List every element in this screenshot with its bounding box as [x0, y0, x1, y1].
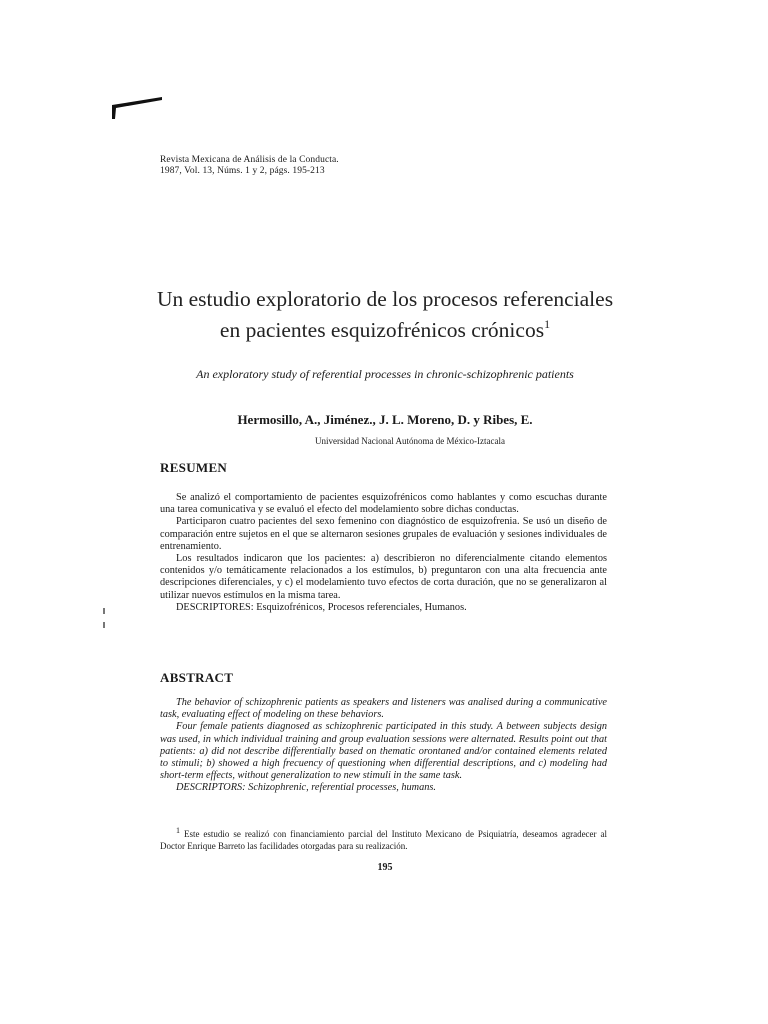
margin-mark	[103, 622, 105, 628]
page-number: 195	[377, 862, 393, 873]
abstract-body	[160, 697, 607, 795]
abstract-descriptors: DESCRIPTORS: Schizophrenic, referential processes, humans.	[176, 782, 436, 794]
title-footnote-marker: 1	[544, 317, 551, 331]
journal-citation	[160, 155, 339, 177]
resumen-descriptors: DESCRIPTORES: Esquizofrénicos, Procesos referenciales, Humanos.	[176, 601, 467, 613]
title-text: Un estudio exploratorio de los procesos referenciales en pacientes esquizofrénicos crónicos	[156, 287, 614, 342]
article-title	[150, 287, 620, 343]
english-title: An exploratory study of referential processes in chronic-schizophrenic patients	[196, 367, 574, 381]
abstract-paragraph-2: Four female patients diagnosed as schizophrenic participated in this study. A between subjects design was used, in which individual training and group evaluation sessions were alternated. Results point out that patients: a) did not describe differentially based on thematic orontaned and/or contained elements related to stimuli; b) showed a high frecuency of questioning when differential descriptions, and c) modeling had short-term effects, without generalization to new stimuli in the same task.	[160, 721, 607, 782]
resumen-paragraph-1: Se analizó el comportamiento de pacientes esquizofrénicos como hablantes y como escuchas durante una tarea comunicativa y se evaluó el efecto del modelamiento sobre dichas conductas.	[160, 492, 607, 516]
corner-crop-mark	[112, 97, 162, 119]
abstract-paragraph-1: The behavior of schizophrenic patients as speakers and listeners was analised during a communicative task, evaluating effect of modeling on these behaviors.	[160, 697, 607, 721]
abstract-heading: ABSTRACT	[160, 670, 234, 685]
footnote-marker: 1	[176, 826, 180, 835]
footnote-text: Este estudio se realizó con financiamiento parcial del Instituto Mexicano de Psiquiatría, deseamos agradecer al Doctor Enrique Barreto las facilidades otorgadas para su realización.	[160, 829, 608, 851]
resumen-paragraph-3: Los resultados indicaron que los pacientes: a) describieron no diferencialmente citando elementos contenidos y/o temáticamente relacionados a los estímulos, b) preguntaron con una alta frecuencia ante descripciones diferenciales, y c) el modelamiento tuvo efectos de corta duración, que no se generalizaron al utilizar nuevos estímulos en la misma tarea.	[160, 553, 607, 601]
resumen-paragraph-2: Participaron cuatro pacientes del sexo femenino con diagnóstico de esquizofrenia. Se usó un diseño de comparación entre sujetos en el que se alternaron sesiones grupales de evaluación y sesiones individuales de entrenamiento.	[160, 516, 607, 552]
journal-name: Revista Mexicana de Análisis de la Conducta.	[160, 155, 339, 165]
author-list: Hermosillo, A., Jiménez., J. L. Moreno, D. y Ribes, E.	[237, 412, 533, 427]
affiliation: Universidad Nacional Autónoma de México-Iztacala	[315, 436, 505, 446]
journal-volume: 1987, Vol. 13, Núms. 1 y 2, págs. 195-213	[160, 166, 325, 176]
resumen-body	[160, 492, 607, 614]
footnote	[160, 825, 607, 852]
resumen-heading: RESUMEN	[160, 460, 228, 475]
margin-mark	[103, 608, 105, 614]
